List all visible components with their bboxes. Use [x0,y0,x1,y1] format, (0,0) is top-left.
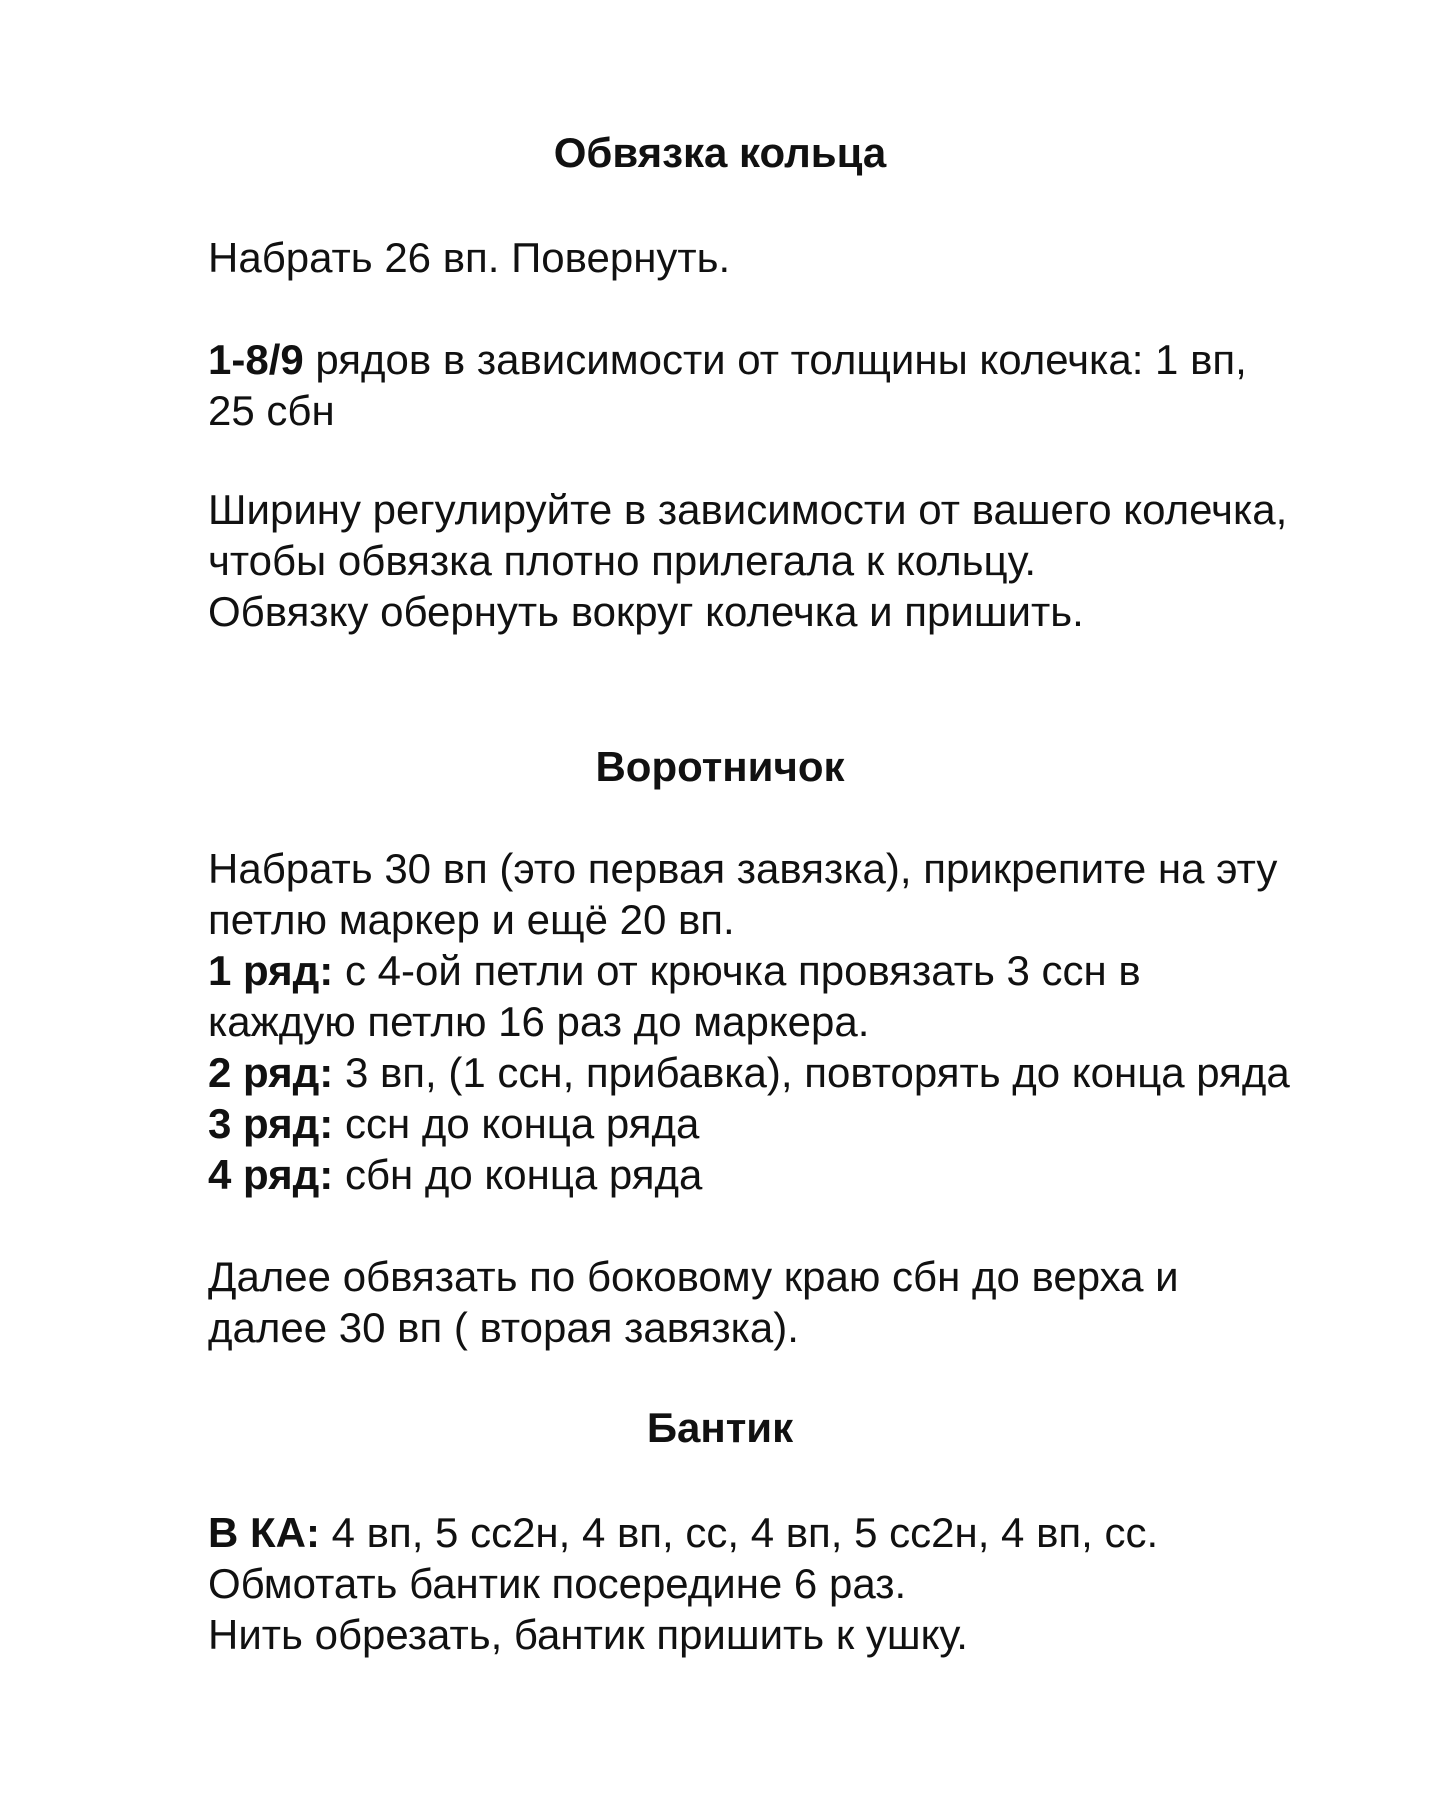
section-title-bow: Бантик [646,1404,794,1451]
text-line: Обмотать бантик посередине 6 раз. [208,1560,907,1607]
row-line [208,945,1408,996]
paragraph-cast-on [208,232,1408,283]
paragraph-collar-outro [208,1251,1408,1353]
row-line [208,1149,1408,1200]
paragraph-collar-rows [208,945,1408,1200]
row-text: с 4-ой петли от крючка провязать 3 ссн в [333,947,1141,994]
paragraph-width-note [208,484,1408,637]
row-line [208,1507,1408,1558]
row-text: сбн до конца ряда [333,1151,703,1198]
row-text: каждую петлю 16 раз до маркера. [208,998,870,1045]
row-label: 4 ряд: [208,1151,334,1198]
row-text: рядов в зависимости от толщины колечка: 1 вп, [303,336,1247,383]
row-text: ссн до конца ряда [333,1100,700,1147]
text-line: далее 30 вп ( вторая завязка). [208,1304,799,1351]
text-line: 25 сбн [208,387,335,434]
row-text: 4 вп, 5 сс2н, 4 вп, сс, 4 вп, 5 сс2н, 4 вп, сс. [319,1509,1159,1556]
text-line: чтобы обвязка плотно прилегала к кольцу. [208,537,1037,584]
row-line [208,1047,1408,1098]
text-line [208,334,1408,385]
text-line: петлю маркер и ещё 20 вп. [208,896,735,943]
paragraph-bow [208,1507,1408,1660]
text-line: Обвязку обернуть вокруг колечка и пришить. [208,588,1084,635]
paragraph-rows-1-8 [208,334,1408,436]
text-line: Набрать 26 вп. Повернуть. [208,234,731,281]
row-text: 3 вп, (1 ссн, прибавка), повторять до конца ряда [333,1049,1290,1096]
text-line: Ширину регулируйте в зависимости от вашего колечка, [208,486,1288,533]
text-line: Далее обвязать по боковому краю сбн до верха и [208,1253,1179,1300]
paragraph-collar-intro [208,843,1408,945]
row-label: 2 ряд: [208,1049,334,1096]
row-label: 1-8/9 [208,336,304,383]
row-label: В КА: [208,1509,320,1556]
row-label: 1 ряд: [208,947,334,994]
text-line: Набрать 30 вп (это первая завязка), прикрепите на эту [208,845,1278,892]
row-line [208,1098,1408,1149]
row-label: 3 ряд: [208,1100,334,1147]
section-title-collar: Воротничок [595,743,845,790]
text-line: Нить обрезать, бантик пришить к ушку. [208,1611,968,1658]
row-line [208,996,1408,1047]
section-title-ring-edging: Обвязка кольца [553,129,887,176]
